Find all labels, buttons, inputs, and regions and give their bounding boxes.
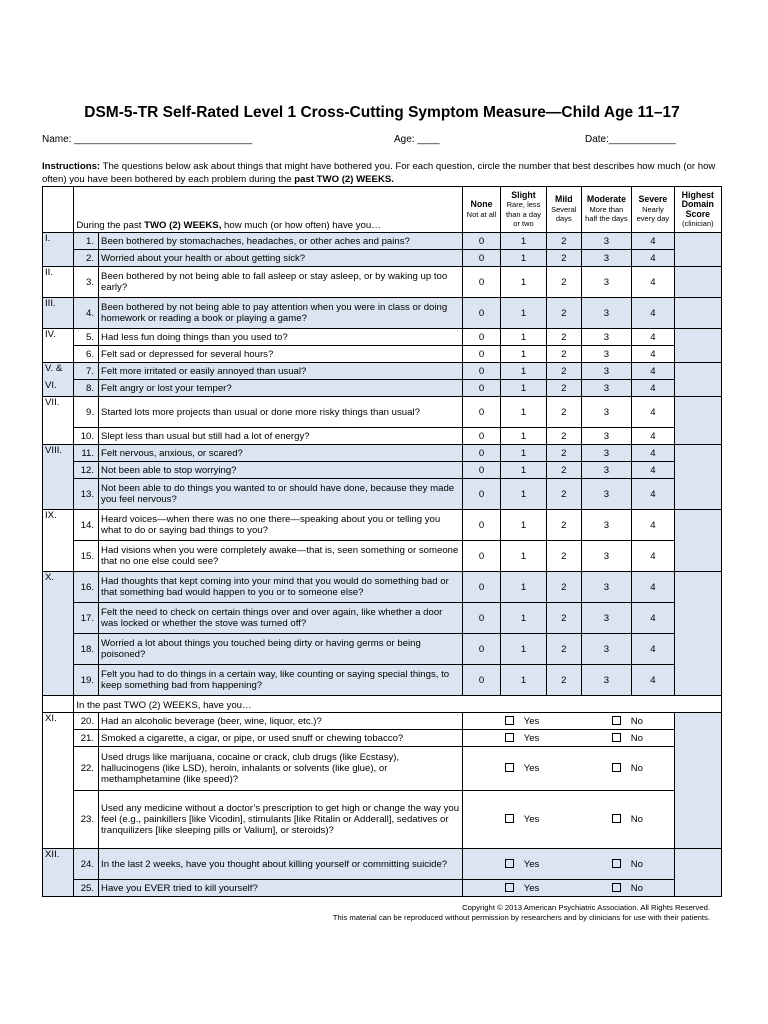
table-row xyxy=(43,363,722,380)
score-none[interactable]: 0 xyxy=(462,397,500,428)
yes-label: Yes xyxy=(523,732,540,744)
table-row xyxy=(43,713,722,730)
score-slight[interactable]: 1 xyxy=(501,250,547,267)
no-label: No xyxy=(630,814,644,825)
table-row xyxy=(43,849,722,880)
score-moderate[interactable]: 3 xyxy=(581,665,632,696)
yes-label: Yes xyxy=(523,882,540,894)
yes-option[interactable] xyxy=(462,791,581,849)
no-option[interactable] xyxy=(581,747,674,791)
table-row xyxy=(43,791,722,849)
score-mild[interactable]: 2 xyxy=(546,346,581,363)
question-number: 6. xyxy=(74,346,99,363)
domain-label: V. & xyxy=(43,363,74,380)
instructions-label: Instructions: xyxy=(42,161,101,172)
score-moderate[interactable]: 3 xyxy=(581,428,632,445)
question-number: 14. xyxy=(74,510,99,541)
domain-label: X. xyxy=(43,572,74,603)
table-row xyxy=(43,880,722,897)
highest-domain-score-cell[interactable] xyxy=(674,298,721,329)
yes-option[interactable] xyxy=(462,849,581,880)
score-none[interactable]: 0 xyxy=(462,346,500,363)
score-mild[interactable]: 2 xyxy=(546,397,581,428)
score-severe[interactable]: 4 xyxy=(632,329,674,346)
highest-domain-score-cell[interactable] xyxy=(674,572,721,696)
score-moderate[interactable]: 3 xyxy=(581,397,632,428)
score-slight[interactable]: 1 xyxy=(501,298,547,329)
header-col-highest: Highest Domain Score (clinician) xyxy=(674,187,721,233)
question-number: 15. xyxy=(74,541,99,572)
score-moderate[interactable]: 3 xyxy=(581,380,632,397)
score-severe[interactable]: 4 xyxy=(632,462,674,479)
table-row xyxy=(43,634,722,665)
no-checkbox[interactable] xyxy=(612,814,621,823)
score-mild[interactable]: 2 xyxy=(546,233,581,250)
copyright-line-2: This material can be reproduced without permission by researchers and by clinicians for use with their patients. xyxy=(332,913,710,922)
score-none[interactable]: 0 xyxy=(462,634,500,665)
instructions xyxy=(42,160,722,186)
age-field[interactable]: Age: ____ xyxy=(394,134,440,145)
question-text: Felt the need to check on certain things over and over again, like whether a door was locked or whether the stove was turned off? xyxy=(99,603,463,634)
question-text: Heard voices—when there was no one there—speaking about you or telling you what to do or saying bad things to you? xyxy=(99,510,463,541)
section2-domain-spacer xyxy=(43,696,74,713)
question-text: Used any medicine without a doctor’s prescription to get high or change the way you feel (e.g., painkillers [like Vicodin], stimulants [like Ritalin or Adderall], sedatives or tranquilizers [like sleeping pills or Valium], or steroids)? xyxy=(99,791,463,849)
score-moderate[interactable]: 3 xyxy=(581,634,632,665)
domain-label: VIII. xyxy=(43,445,74,462)
question-text: Not been able to stop worrying? xyxy=(99,462,463,479)
question-text: Worried a lot about things you touched being dirty or having germs or being poisoned? xyxy=(99,634,463,665)
table-row xyxy=(43,462,722,479)
instructions-emphasis: past TWO (2) WEEKS. xyxy=(294,174,394,185)
score-mild[interactable]: 2 xyxy=(546,603,581,634)
domain-label xyxy=(43,665,74,696)
score-none[interactable]: 0 xyxy=(462,541,500,572)
yes-option[interactable] xyxy=(462,747,581,791)
section2-header-row xyxy=(43,696,722,713)
section2-header: In the past TWO (2) WEEKS, have you… xyxy=(74,696,463,713)
score-slight[interactable]: 1 xyxy=(501,363,547,380)
score-none[interactable]: 0 xyxy=(462,445,500,462)
domain-label: IV. xyxy=(43,329,74,346)
question-text: Had less fun doing things than you used to? xyxy=(99,329,463,346)
domain-label xyxy=(43,428,74,445)
highest-domain-score-cell[interactable] xyxy=(674,445,721,510)
yes-checkbox[interactable] xyxy=(505,883,514,892)
question-number: 21. xyxy=(74,730,99,747)
question-number: 13. xyxy=(74,479,99,510)
no-option[interactable] xyxy=(581,849,674,880)
table-row xyxy=(43,665,722,696)
score-moderate[interactable]: 3 xyxy=(581,479,632,510)
score-slight[interactable]: 1 xyxy=(501,603,547,634)
score-moderate[interactable]: 3 xyxy=(581,298,632,329)
question-text: Started lots more projects than usual or done more risky things than usual? xyxy=(99,397,463,428)
highest-domain-score-cell[interactable] xyxy=(674,849,721,897)
domain-label xyxy=(43,747,74,791)
question-number: 2. xyxy=(74,250,99,267)
no-checkbox[interactable] xyxy=(612,883,621,892)
score-slight[interactable]: 1 xyxy=(501,397,547,428)
no-label: No xyxy=(630,732,644,744)
domain-label: I. xyxy=(43,233,74,250)
score-mild[interactable]: 2 xyxy=(546,380,581,397)
score-moderate[interactable]: 3 xyxy=(581,329,632,346)
score-severe[interactable]: 4 xyxy=(632,445,674,462)
score-slight[interactable]: 1 xyxy=(501,462,547,479)
question-number: 16. xyxy=(74,572,99,603)
patient-fields xyxy=(42,134,722,152)
score-moderate[interactable]: 3 xyxy=(581,510,632,541)
question-number: 17. xyxy=(74,603,99,634)
table-row xyxy=(43,329,722,346)
header-col-slight: Slight Rare, less than a day or two xyxy=(501,187,547,233)
domain-label xyxy=(43,791,74,849)
question-text: Been bothered by stomachaches, headaches, or other aches and pains? xyxy=(99,233,463,250)
form-title: DSM-5-TR Self-Rated Level 1 Cross-Cutting Symptom Measure—Child Age 11–17 xyxy=(84,104,680,121)
no-label: No xyxy=(630,858,644,870)
domain-label: XII. xyxy=(43,849,74,880)
question-text: Felt sad or depressed for several hours? xyxy=(99,346,463,363)
section2-header-blank xyxy=(462,696,721,713)
instructions-text: The questions below ask about things that might have bothered you. For each question, circle the number that best describes how much (or how often) you have been bothered by each problem during the xyxy=(42,161,716,185)
question-number: 18. xyxy=(74,634,99,665)
question-text: Felt angry or lost your temper? xyxy=(99,380,463,397)
score-severe[interactable]: 4 xyxy=(632,363,674,380)
highest-domain-score-cell[interactable] xyxy=(674,363,721,397)
highest-domain-score-cell[interactable] xyxy=(674,713,721,849)
highest-domain-score-cell[interactable] xyxy=(674,329,721,363)
score-severe[interactable]: 4 xyxy=(632,397,674,428)
score-moderate[interactable]: 3 xyxy=(581,541,632,572)
score-moderate[interactable]: 3 xyxy=(581,603,632,634)
score-mild[interactable]: 2 xyxy=(546,634,581,665)
question-text: Not been able to do things you wanted to or should have done, because they made you feel nervous? xyxy=(99,479,463,510)
yes-checkbox[interactable] xyxy=(505,859,514,868)
table-header-row xyxy=(43,187,722,233)
score-slight[interactable]: 1 xyxy=(501,572,547,603)
score-severe[interactable]: 4 xyxy=(632,634,674,665)
score-none[interactable]: 0 xyxy=(462,298,500,329)
form-page xyxy=(42,100,722,923)
question-number: 8. xyxy=(74,380,99,397)
score-none[interactable]: 0 xyxy=(462,363,500,380)
score-severe[interactable]: 4 xyxy=(632,346,674,363)
domain-label xyxy=(43,250,74,267)
table-row xyxy=(43,346,722,363)
yes-label: Yes xyxy=(523,763,540,774)
copyright xyxy=(42,903,710,923)
score-mild[interactable]: 2 xyxy=(546,479,581,510)
domain-label xyxy=(43,730,74,747)
score-none[interactable]: 0 xyxy=(462,380,500,397)
no-checkbox[interactable] xyxy=(612,733,621,742)
symptom-table xyxy=(42,186,722,897)
question-text: Used drugs like marijuana, cocaine or crack, club drugs (like Ecstasy), hallucinogens (like LSD), heroin, inhalants or solvents (like glue), or methamphetamine (like speed)? xyxy=(99,747,463,791)
no-label: No xyxy=(630,715,644,727)
question-number: 3. xyxy=(74,267,99,298)
question-text: Felt you had to do things in a certain way, like counting or saying special things, to keep something bad from happening? xyxy=(99,665,463,696)
no-label: No xyxy=(630,882,644,894)
header-col-none: None Not at all xyxy=(462,187,500,233)
score-severe[interactable]: 4 xyxy=(632,541,674,572)
question-text: Been bothered by not being able to fall asleep or stay asleep, or by waking up too early? xyxy=(99,267,463,298)
score-slight[interactable]: 1 xyxy=(501,233,547,250)
score-mild[interactable]: 2 xyxy=(546,462,581,479)
question-number: 4. xyxy=(74,298,99,329)
score-severe[interactable]: 4 xyxy=(632,380,674,397)
table-row xyxy=(43,479,722,510)
domain-label xyxy=(43,603,74,634)
score-mild[interactable]: 2 xyxy=(546,329,581,346)
domain-label: XI. xyxy=(43,713,74,730)
highest-domain-score-cell[interactable] xyxy=(674,397,721,445)
question-text: Worried about your health or about getting sick? xyxy=(99,250,463,267)
domain-label xyxy=(43,634,74,665)
score-mild[interactable]: 2 xyxy=(546,267,581,298)
no-checkbox[interactable] xyxy=(612,859,621,868)
score-none[interactable]: 0 xyxy=(462,603,500,634)
score-slight[interactable]: 1 xyxy=(501,479,547,510)
copyright-line-1: Copyright © 2013 American Psychiatric Association. All Rights Reserved. xyxy=(462,903,710,912)
no-option[interactable] xyxy=(581,880,674,897)
yes-label: Yes xyxy=(523,814,540,825)
domain-label: II. xyxy=(43,267,74,298)
name-field[interactable]: Name: ________________________________ xyxy=(42,134,253,145)
question-number: 20. xyxy=(74,713,99,730)
score-slight[interactable]: 1 xyxy=(501,634,547,665)
score-severe[interactable]: 4 xyxy=(632,572,674,603)
score-none[interactable]: 0 xyxy=(462,665,500,696)
highest-domain-score-cell[interactable] xyxy=(674,233,721,267)
no-option[interactable] xyxy=(581,730,674,747)
score-none[interactable]: 0 xyxy=(462,329,500,346)
score-severe[interactable]: 4 xyxy=(632,267,674,298)
yes-option[interactable] xyxy=(462,880,581,897)
score-mild[interactable]: 2 xyxy=(546,541,581,572)
score-mild[interactable]: 2 xyxy=(546,510,581,541)
score-mild[interactable]: 2 xyxy=(546,298,581,329)
header-prompt: During the past TWO (2) WEEKS, how much (or how often) have you… xyxy=(74,187,463,233)
table-row xyxy=(43,730,722,747)
score-moderate[interactable]: 3 xyxy=(581,346,632,363)
domain-label xyxy=(43,541,74,572)
yes-label: Yes xyxy=(523,715,540,727)
score-slight[interactable]: 1 xyxy=(501,329,547,346)
question-text: Been bothered by not being able to pay attention when you were in class or doing homework or reading a book or playing a game? xyxy=(99,298,463,329)
question-number: 23. xyxy=(74,791,99,849)
score-severe[interactable]: 4 xyxy=(632,250,674,267)
score-moderate[interactable]: 3 xyxy=(581,462,632,479)
score-none[interactable]: 0 xyxy=(462,233,500,250)
question-number: 25. xyxy=(74,880,99,897)
domain-label: III. xyxy=(43,298,74,329)
score-none[interactable]: 0 xyxy=(462,250,500,267)
score-mild[interactable]: 2 xyxy=(546,363,581,380)
question-text: Felt nervous, anxious, or scared? xyxy=(99,445,463,462)
question-number: 12. xyxy=(74,462,99,479)
no-checkbox[interactable] xyxy=(612,763,621,772)
domain-label xyxy=(43,880,74,897)
score-slight[interactable]: 1 xyxy=(501,665,547,696)
date-field[interactable]: Date:____________ xyxy=(585,134,676,145)
score-mild[interactable]: 2 xyxy=(546,665,581,696)
domain-label xyxy=(43,462,74,479)
header-domain-cell xyxy=(43,187,74,233)
no-label: No xyxy=(630,763,644,774)
score-none[interactable]: 0 xyxy=(462,510,500,541)
header-col-mild: Mild Several days xyxy=(546,187,581,233)
score-slight[interactable]: 1 xyxy=(501,428,547,445)
score-severe[interactable]: 4 xyxy=(632,233,674,250)
score-severe[interactable]: 4 xyxy=(632,298,674,329)
no-option[interactable] xyxy=(581,713,674,730)
question-text: Had an alcoholic beverage (beer, wine, liquor, etc.)? xyxy=(99,713,463,730)
question-number: 7. xyxy=(74,363,99,380)
score-moderate[interactable]: 3 xyxy=(581,572,632,603)
question-number: 1. xyxy=(74,233,99,250)
score-none[interactable]: 0 xyxy=(462,572,500,603)
score-slight[interactable]: 1 xyxy=(501,510,547,541)
score-slight[interactable]: 1 xyxy=(501,380,547,397)
question-text: In the last 2 weeks, have you thought about killing yourself or committing suicide? xyxy=(99,849,463,880)
score-severe[interactable]: 4 xyxy=(632,665,674,696)
question-number: 9. xyxy=(74,397,99,428)
header-col-moderate: Moderate More than half the days xyxy=(581,187,632,233)
yes-checkbox[interactable] xyxy=(505,716,514,725)
header-col-severe: Severe Nearly every day xyxy=(632,187,674,233)
score-moderate[interactable]: 3 xyxy=(581,445,632,462)
score-none[interactable]: 0 xyxy=(462,428,500,445)
domain-label: IX. xyxy=(43,510,74,541)
table-row xyxy=(43,397,722,428)
domain-label: VI. xyxy=(43,380,74,397)
table-row xyxy=(43,572,722,603)
score-mild[interactable]: 2 xyxy=(546,428,581,445)
yes-label: Yes xyxy=(523,858,540,870)
highest-domain-score-cell[interactable] xyxy=(674,267,721,298)
no-checkbox[interactable] xyxy=(612,716,621,725)
domain-label: VII. xyxy=(43,397,74,428)
table-row xyxy=(43,603,722,634)
table-row xyxy=(43,250,722,267)
score-slight[interactable]: 1 xyxy=(501,346,547,363)
table-row xyxy=(43,428,722,445)
domain-label xyxy=(43,346,74,363)
table-row xyxy=(43,298,722,329)
score-none[interactable]: 0 xyxy=(462,267,500,298)
score-mild[interactable]: 2 xyxy=(546,445,581,462)
score-slight[interactable]: 1 xyxy=(501,445,547,462)
highest-domain-score-cell[interactable] xyxy=(674,510,721,572)
question-text: Have you EVER tried to kill yourself? xyxy=(99,880,463,897)
score-none[interactable]: 0 xyxy=(462,479,500,510)
yes-option[interactable] xyxy=(462,713,581,730)
table-row xyxy=(43,380,722,397)
score-slight[interactable]: 1 xyxy=(501,541,547,572)
score-moderate[interactable]: 3 xyxy=(581,233,632,250)
score-mild[interactable]: 2 xyxy=(546,250,581,267)
question-text: Smoked a cigarette, a cigar, or pipe, or used snuff or chewing tobacco? xyxy=(99,730,463,747)
question-text: Slept less than usual but still had a lot of energy? xyxy=(99,428,463,445)
score-severe[interactable]: 4 xyxy=(632,603,674,634)
question-text: Had visions when you were completely awake—that is, seen something or someone that no one else could see? xyxy=(99,541,463,572)
score-moderate[interactable]: 3 xyxy=(581,363,632,380)
table-row xyxy=(43,510,722,541)
table-row xyxy=(43,747,722,791)
score-slight[interactable]: 1 xyxy=(501,267,547,298)
question-number: 24. xyxy=(74,849,99,880)
score-severe[interactable]: 4 xyxy=(632,428,674,445)
no-option[interactable] xyxy=(581,791,674,849)
question-number: 5. xyxy=(74,329,99,346)
yes-option[interactable] xyxy=(462,730,581,747)
score-moderate[interactable]: 3 xyxy=(581,250,632,267)
score-moderate[interactable]: 3 xyxy=(581,267,632,298)
question-text: Felt more irritated or easily annoyed than usual? xyxy=(99,363,463,380)
question-number: 22. xyxy=(74,747,99,791)
table-row xyxy=(43,541,722,572)
yes-checkbox[interactable] xyxy=(505,763,514,772)
yes-checkbox[interactable] xyxy=(505,814,514,823)
score-severe[interactable]: 4 xyxy=(632,479,674,510)
yes-checkbox[interactable] xyxy=(505,733,514,742)
score-mild[interactable]: 2 xyxy=(546,572,581,603)
question-number: 11. xyxy=(74,445,99,462)
domain-label xyxy=(43,479,74,510)
question-number: 19. xyxy=(74,665,99,696)
table-row xyxy=(43,445,722,462)
score-none[interactable]: 0 xyxy=(462,462,500,479)
question-text: Had thoughts that kept coming into your mind that you would do something bad or that something bad would happen to you or to someone else? xyxy=(99,572,463,603)
table-row xyxy=(43,267,722,298)
table-row xyxy=(43,233,722,250)
question-number: 10. xyxy=(74,428,99,445)
score-severe[interactable]: 4 xyxy=(632,510,674,541)
